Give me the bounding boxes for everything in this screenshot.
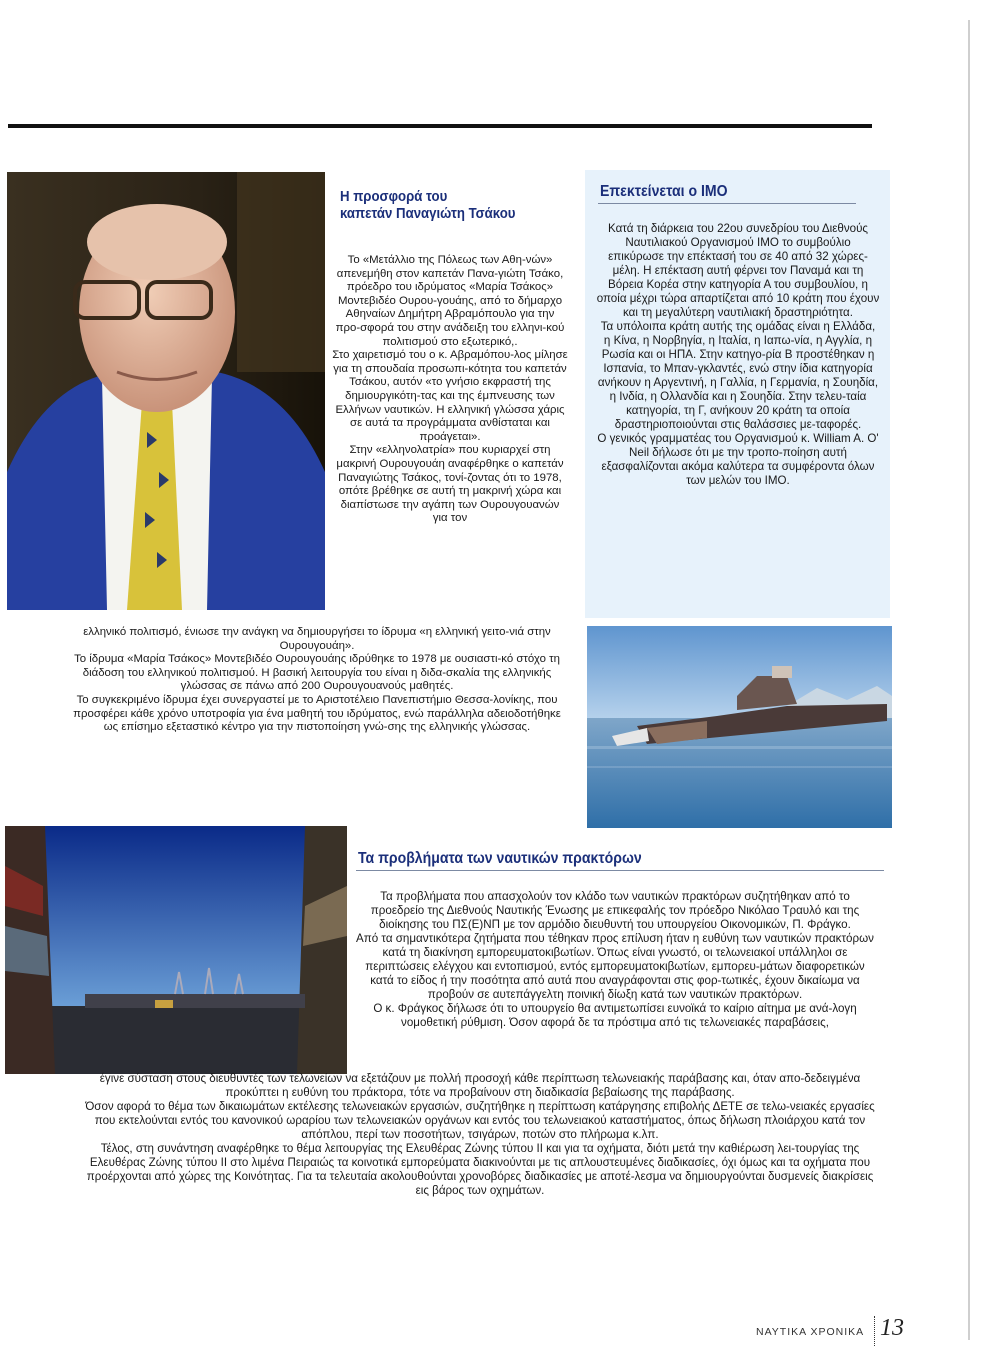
article1-paragraph: Το ίδρυμα «Μαρία Τσάκος» Μοντεβιδέο Ουρουγουάης ιδρύθηκε το 1978 με ουσιαστι-κό στόχο τη διάδοση του ελληνικού πολιτισμού. Η βασική λειτουργία του είναι η διδα-σκαλία της ελληνικής γλώσσας σε πάνω από 200 Ουρουγουανούς μαθητές. xyxy=(74,653,560,693)
article2-title-rule xyxy=(598,203,856,204)
article1-paragraph: ελληνικό πολιτισμό, ένιωσε την ανάγκη να δημιουργήσει το ίδρυμα «η ελληνική γειτο-νιά στην Ουρουγουάη». xyxy=(83,626,551,652)
article3-body xyxy=(356,890,874,1030)
article1-title-line2: καπετάν Παναγιώτη Τσάκου xyxy=(340,205,516,222)
article3-paragraph: Όσον αφορά το θέμα των δικαιωμάτων εκτέλεσης τελωνειακών εργασιών, συζητήθηκε η περίπτωση κατάργησης επιβολής ΔΕΤΕ σε τελω-νειακές εργασίες που εκτελούνται εντός του κανονικού ωραρίου των τελωνειακών οργάνων και εντός του τελωνειακού καταστήματος, όπως δήλωση πλοιάρχου κατά τον απόπλου, περί των ποσοτήτων, τσιγάρων, ποτών στο πλήρωμα κ.λπ. xyxy=(85,1100,875,1141)
top-rule xyxy=(8,124,872,128)
ships-photo xyxy=(587,626,892,828)
article3-title-rule xyxy=(356,870,884,871)
article3-paragraph: Από τα σημαντικότερα ζητήματα που τέθηκαν προς επίλυση ήταν η ευθύνη των ναυτικών πρακτόρων κατά τη διακίνηση εμπορευματοκιβωτίων. Όπως είναι γνωστό, οι τελωνειακοί υπάλληλοι σε περιπτώσεις ελέγχου και εντοπισμού, εντός εμπορευματοκιβωτίων, εμπορευ-μάτων διαφορετικών κατά το είδος ή την ποσότητα από αυτά που αναγράφονται στις φορ-τωτικές, έχουν δικαίωμα να προβούν σε αυτεπάγγελτη ποινική δίωξη κατά των ναυτικών πρακτόρων. xyxy=(356,932,874,1001)
article3-paragraph: έγινε σύσταση στους διευθυντές των τελωνείων να εξετάζουν με πολλή προσοχή κάθε περίπτωση τελωνειακής παράβασης και, όταν απο-δεδειγμένα προκύπτει η ευθύνη του πράκτορα, τότε να προβαίνουν στη διαδικασία βεβαίωσης της παράβασης. xyxy=(99,1072,861,1099)
article2-paragraph: Κατά τη διάρκεια του 22ου συνεδρίου του Διεθνούς Ναυτιλιακού Οργανισμού ΙΜΟ το συμβούλιο επικύρωσε την επέκτασή του σε 40 από 32 χώρες-μέλη. Η επέκταση αυτή φέρνει τον Παναμά και τη Βόρεια Κορέα στην κατηγορία Α του συμβουλίου, η οποία μέχρι τώρα απαρτίζεται από 10 κράτη που έχουν και τη μεγαλύτερη ναυτιλιακή δραστηριότητα. xyxy=(596,222,880,319)
article1-paragraph: Το «Μετάλλιο της Πόλεως των Αθη-νών» απενεμήθη στον καπετάν Πανα-γιώτη Τσάκο, πρόεδρο του ιδρύματος «Μαρία Τσάκος» Μοντεβιδέο Ουρου-γουάης, από το δήμαρχο Αθηναίων Δημήτρη Αβραμόπουλο για την προ-σφορά του στην ανάδειξη του ελληνι-κού πολιτισμού στο εξωτερικό,. xyxy=(335,254,565,348)
article2-body xyxy=(596,222,880,488)
article3-wide-body xyxy=(80,1072,880,1198)
article1-wide-body xyxy=(68,626,566,735)
port-photo xyxy=(5,826,347,1074)
article1-title xyxy=(340,188,515,222)
portrait-photo xyxy=(7,172,325,610)
footer-divider xyxy=(874,1316,876,1346)
article3-paragraph: Τα προβλήματα που απασχολούν τον κλάδο των ναυτικών πρακτόρων συζητήθηκαν από το προεδρείο της Διεθνούς Ναυτικής Ένωσης με επικεφαλής τον πρόεδρο Νικόλαο Τραυλό και της διοίκησης του ΠΣ(Ε)ΝΠ με τον αρμόδιο διευθυντή του υπουργείου Οικονομικών, Π. Φράγκο. xyxy=(370,890,860,931)
magazine-name: ΝΑΥΤΙΚΑ ΧΡΟΝΙΚΑ xyxy=(756,1326,865,1338)
page-number: 13 xyxy=(880,1315,904,1341)
article1-paragraph: Το συγκεκριμένο ίδρυμα έχει συνεργαστεί με το Αριστοτέλειο Πανεπιστήμιο Θεσσα-λονίκης, που προσφέρει κάθε χρόνο υποτροφία για ένα μαθητή του ιδρύματος, ενώ παράλληλα αδειοδοτήθηκε ως επίσημο εξεταστικό κέντρο για την πιστοποίηση γνώ-σης της ελληνικής γλώσσας. xyxy=(73,693,561,734)
article1-paragraph: Στην «ελληνολατρία» που κυριαρχεί στη μακρινή Ουρουγουάη αναφέρθηκε ο καπετάν Παναγιώτης Τσάκος, τονί-ζοντας ότι το 1978, οπότε βρέθηκε σε αυτή τη μακρινή χώρα και διαπίστωσε την αγάπη των Ουρουγουανών για τον xyxy=(336,444,564,525)
article3-title: Τα προβλήματα των ναυτικών πρακτόρων xyxy=(358,850,642,867)
article2-paragraph: Ο γενικός γραμματέας του Οργανισμού κ. William A. O' Neil δήλωσε ότι με την τροπο-ποίηση αυτή εξασφαλίζονται ακόμα καλύτερα τα συμφέροντα όλων των μελών του ΙΜΟ. xyxy=(597,432,879,487)
article1-title-line1: Η προσφορά του xyxy=(340,188,448,205)
article1-paragraph: Στο χαιρετισμό του ο κ. Αβραμόπου-λος μίλησε για τη σπουδαία προσωπι-κότητα του καπετάν Τσάκου, αυτόν «το γνήσιο εκφραστή της δημιουργικότη-τας και της έμπνευσης των Ελλήνων ναυτικών. Η ελληνική γλώσσα χάρις σε αυτά τα προγράμματα ανθίσταται και προάγεται». xyxy=(332,349,568,443)
article2-title: Επεκτείνεται ο ΙΜΟ xyxy=(600,183,728,200)
article3-paragraph: Ο κ. Φράγκος δήλωσε ότι το υπουργείο θα αντιμετωπίσει ευνοϊκά το καίριο αίτημα με ανά-λογη νομοθετική ρύθμιση. Όσον αφορά δε τα πρόστιμα από τις τελωνειακές παραβάσεις, xyxy=(373,1002,857,1029)
article3-paragraph: Τέλος, στη συνάντηση αναφέρθηκε το θέμα λειτουργίας της Ελευθέρας Ζώνης τύπου ΙΙ και για τα οχήματα, διότι μετά την καθιέρωση λει-τουργίας της Ελευθέρας Ζώνης τύπου ΙΙ στο λιμένα Πειραιώς τα κοινοτικά εμπορεύματα διακινούνται με τις απλουστευμένες διαδικασίες, όχι όμως και τα οχήματα που προέρχονται από χώρες της Κοινότητας. Για τα τελευταία ακολουθούνται χρονοβόρες διαδικασίες με αποτέ-λεσμα να δημιουργούνται δυσμενείς διακρίσεις εις βάρος των οχημάτων. xyxy=(86,1142,874,1197)
article2-paragraph: Τα υπόλοιπα κράτη αυτής της ομάδας είναι η Ελλάδα, η Κίνα, η Νορβηγία, η Ιταλία, η Ιαπω-νία, η Αγγλία, η Ρωσία και οι ΗΠΑ. Στην κατηγο-ρία Β προστέθηκαν η Ισπανία, το Μπαν-γκλαντές, ενώ στην ίδια κατηγορία ανήκουν η Αργεντινή, η Γαλλία, η Γερμανία, η Σουηδία, η Ινδία, η Ολλανδία και η Σουηδία. Στην τελευ-ταία κατηγορία, τη Γ, ανήκουν 20 κράτη τα οποία δραστηριοποιούνται στις θαλάσσιες με-ταφορές. xyxy=(597,320,879,431)
page-edge xyxy=(968,20,970,1340)
article1-body xyxy=(332,254,568,526)
